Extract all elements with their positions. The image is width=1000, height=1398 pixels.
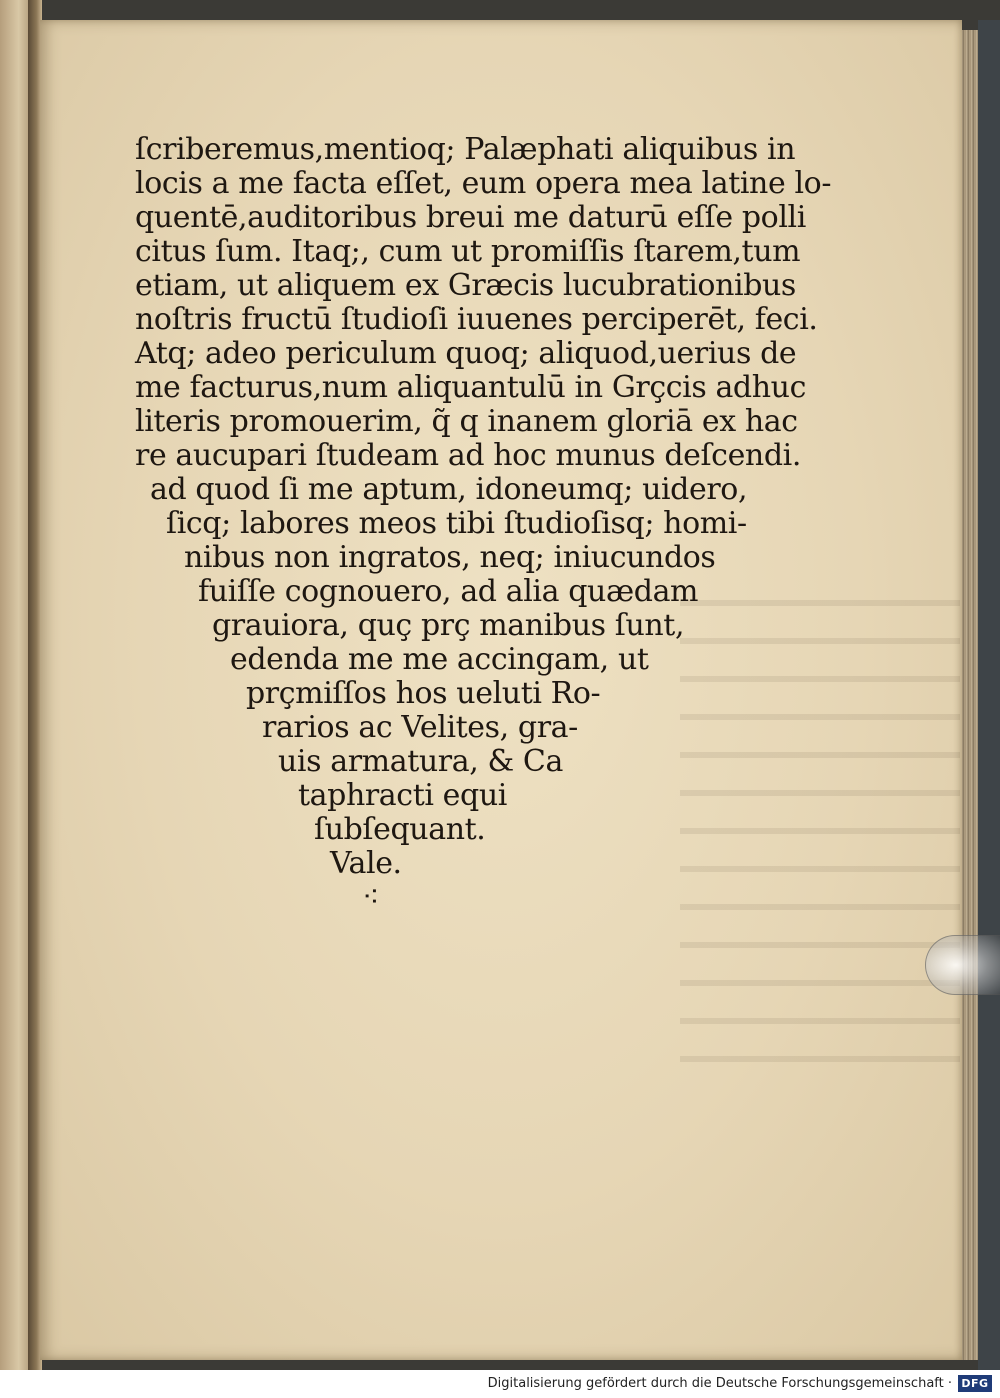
funding-credit: Digitalisierung gefördert durch die Deutsche Forschungsgemeinschaft · bbox=[487, 1376, 952, 1391]
text-line: prçmiſſos hos ueluti Ro- bbox=[246, 676, 601, 711]
text-line: me facturus,num aliquantulū in Grçcis adhuc bbox=[135, 370, 806, 405]
text-line: etiam, ut aliquem ex Græcis lucubrationibus bbox=[135, 268, 796, 303]
text-line: fuiſſe cognouero, ad alia quædam bbox=[198, 574, 699, 609]
text-line: ſicq; labores meos tibi ſtudioſisq; homi- bbox=[166, 506, 747, 541]
page-text bbox=[40, 20, 962, 1360]
text-line: ſcriberemus,mentioq; Palæphati aliquibus in bbox=[135, 132, 796, 167]
printed-page bbox=[40, 20, 962, 1360]
text-line: citus ſum. Itaq;, cum ut promiſſis ſtarem,tum bbox=[135, 234, 801, 269]
text-line: rarios ac Velites, gra- bbox=[262, 710, 578, 745]
text-line: grauiora, quç prç manibus ſunt, bbox=[212, 608, 685, 643]
text-line: nibus non ingratos, neq; iniucundos bbox=[184, 540, 716, 575]
text-line: Atq; adeo periculum quoq; aliquod,uerius de bbox=[135, 336, 797, 371]
text-line: ad quod ſi me aptum, idoneumq; uidero, bbox=[150, 472, 748, 507]
footer bbox=[0, 1370, 1000, 1398]
text-line: re aucupari ſtudeam ad hoc munus deſcendi. bbox=[135, 438, 801, 473]
ornament: ⁖ bbox=[362, 880, 380, 915]
cover-edge bbox=[978, 20, 1000, 1370]
text-line: literis promouerim, q̃ q inanem gloriā ex hac bbox=[135, 404, 798, 439]
dfg-logo: DFG bbox=[958, 1375, 992, 1392]
text-line: uis armatura, & Ca bbox=[278, 744, 563, 779]
text-line: noſtris fructū ſtudioſi iuuenes perciperēt, feci. bbox=[135, 302, 818, 337]
closing-word: Vale. bbox=[330, 846, 402, 881]
page-clip bbox=[925, 935, 1000, 995]
text-line: quentē,auditoribus breui me daturū eſſe polli bbox=[135, 200, 806, 235]
text-line: locis a me facta eſſet, eum opera mea latine lo- bbox=[135, 166, 832, 201]
text-line: taphracti equi bbox=[298, 778, 507, 813]
text-line: ſubſequant. bbox=[314, 812, 486, 847]
text-line: edenda me me accingam, ut bbox=[230, 642, 649, 677]
